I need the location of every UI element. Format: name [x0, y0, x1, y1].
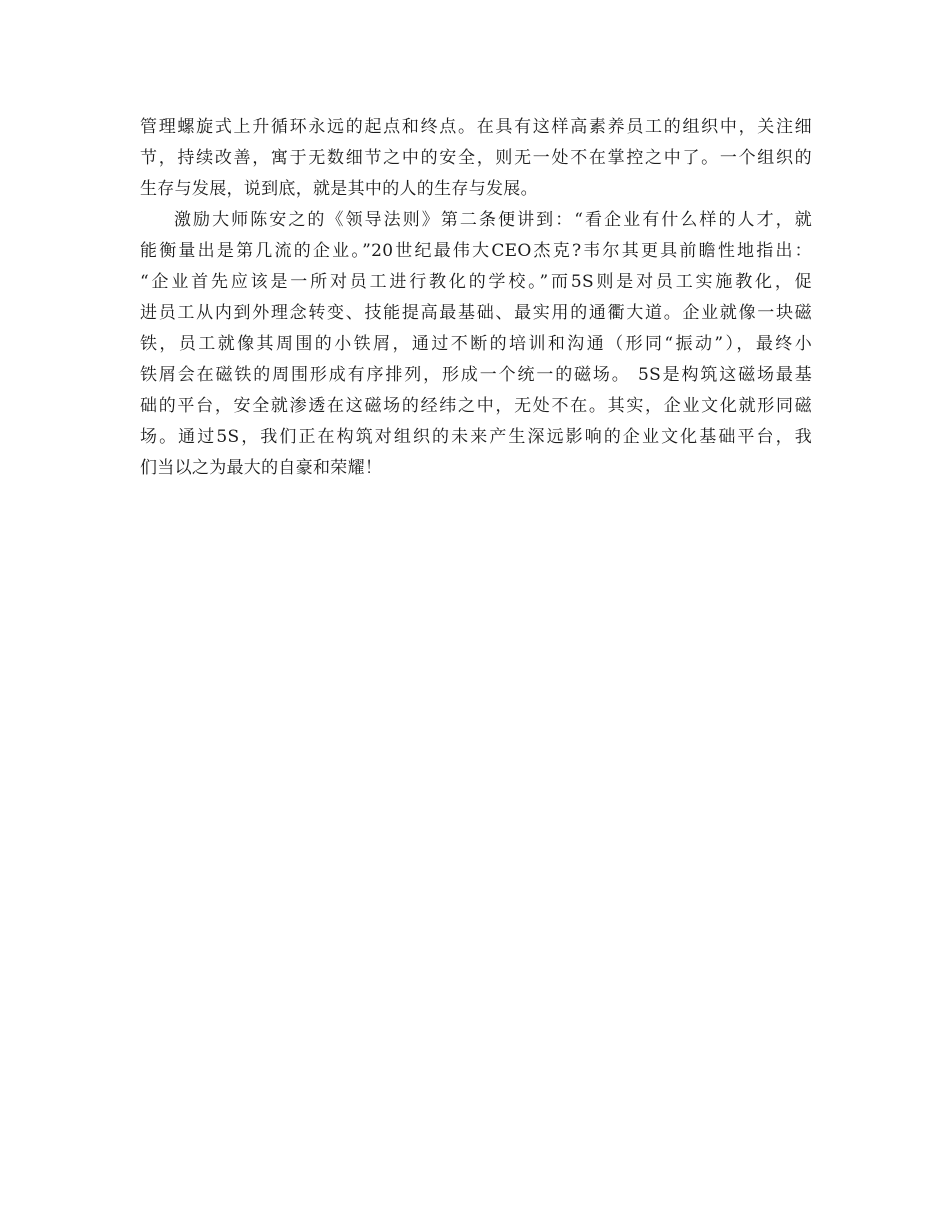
document-body: [140, 112, 812, 484]
text-line: 进员工从内到外理念转变、技能提高最基础、最实用的通衢大道。企业就像一块磁: [140, 303, 812, 323]
paragraph-1: [140, 112, 812, 205]
text-line: 激励大师陈安之的《领导法则》第二条便讲到：“看企业有什么样的人才，就: [174, 210, 812, 230]
text-line: 础的平台，安全就渗透在这磁场的经纬之中，无处不在。其实，企业文化就形同磁: [140, 396, 812, 416]
text-line: “企业首先应该是一所对员工进行教化的学校。”而5S则是对员工实施教化，促: [140, 272, 812, 292]
text-line: 场。通过5S，我们正在构筑对组织的未来产生深远影响的企业文化基础平台，我: [140, 427, 812, 447]
text-line: 节，持续改善，寓于无数细节之中的安全，则无一处不在掌控之中了。一个组织的: [140, 148, 812, 168]
text-line: 铁，员工就像其周围的小铁屑，通过不断的培训和沟通（形同“振动”），最终小: [140, 334, 812, 354]
paragraph-2: [140, 205, 812, 484]
text-line: 们当以之为最大的自豪和荣耀！: [140, 458, 383, 478]
text-line: 能衡量出是第几流的企业。”20世纪最伟大CEO杰克?韦尔其更具前瞻性地指出：: [140, 241, 812, 261]
text-line: 生存与发展，说到底，就是其中的人的生存与发展。: [140, 179, 538, 199]
text-line: 铁屑会在磁铁的周围形成有序排列，形成一个统一的磁场。 5S是构筑这磁场最基: [140, 365, 812, 385]
text-line: 管理螺旋式上升循环永远的起点和终点。在具有这样高素养员工的组织中，关注细: [140, 117, 812, 137]
